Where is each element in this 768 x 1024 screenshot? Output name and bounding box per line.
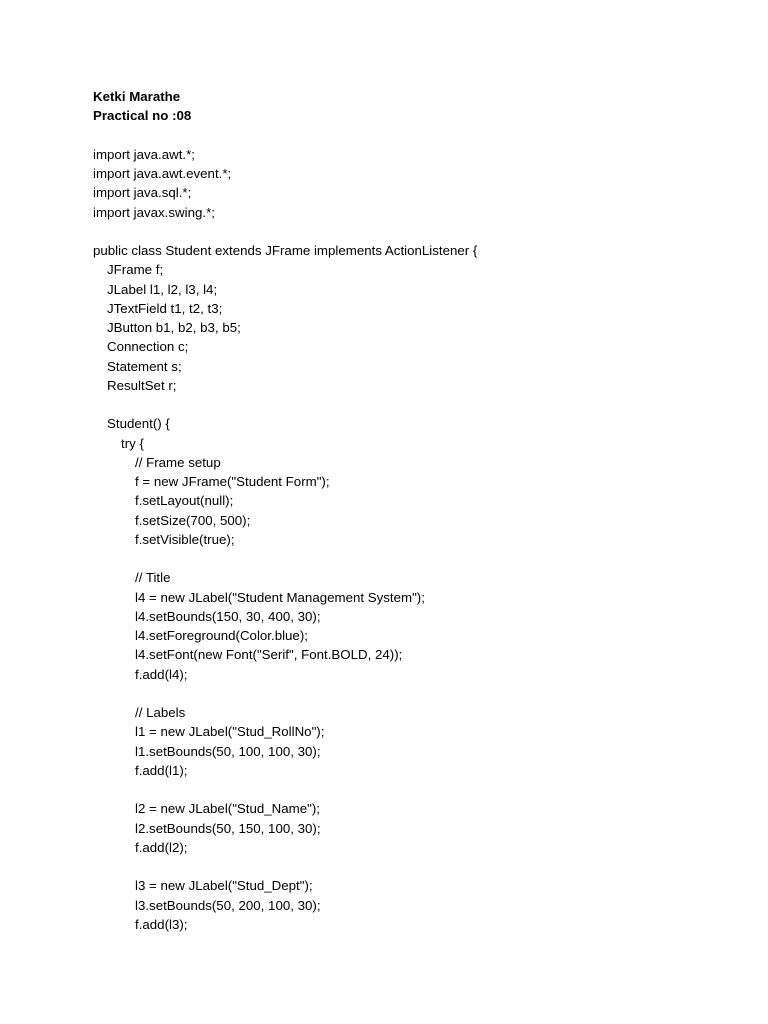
code-line: JButton b1, b2, b3, b5; — [107, 320, 241, 335]
code-line: Connection c; — [107, 339, 189, 355]
code-line: // Labels — [135, 705, 186, 720]
spacer — [93, 780, 733, 799]
code-line: import java.awt.event.*; — [93, 166, 232, 181]
code-line: Statement s; — [107, 358, 182, 374]
code-line: l4.setFont(new Font("Serif", Font.BOLD, 24)); — [135, 647, 403, 663]
code-line: Student() { — [107, 416, 170, 432]
code-line: import java.awt.*; — [93, 146, 195, 162]
code-line: l1.setBounds(50, 100, 100, 30); — [135, 743, 321, 759]
code-line: JTextField t1, t2, t3; — [107, 300, 223, 316]
spacer — [93, 222, 733, 241]
code-line: f.add(l4); — [135, 666, 188, 682]
code-line: f = new JFrame("Student Form"); — [135, 474, 330, 489]
code-line: // Title — [135, 570, 171, 586]
code-line: l4.setBounds(150, 30, 400, 30); — [135, 608, 321, 624]
code-line: f.setVisible(true); — [135, 531, 235, 547]
code-line: l2 = new JLabel("Stud_Name"); — [135, 801, 320, 817]
code-line: import java.sql.*; — [93, 185, 192, 201]
code-line: f.setSize(700, 500); — [135, 512, 251, 528]
document-page — [93, 87, 733, 934]
code-line: f.add(l2); — [135, 839, 188, 855]
code-line: JFrame f; — [107, 262, 164, 278]
code-line: l3.setBounds(50, 200, 100, 30); — [135, 897, 321, 913]
code-line: l1 = new JLabel("Stud_RollNo"); — [135, 724, 325, 740]
code-line: JLabel l1, l2, l3, l4; — [107, 281, 218, 297]
code-line: try { — [121, 435, 144, 451]
code-line: import javax.swing.*; — [93, 204, 215, 220]
code-line: f.setLayout(null); — [135, 493, 234, 509]
code-line: // Frame setup — [135, 454, 221, 470]
code-line: l3 = new JLabel("Stud_Dept"); — [135, 878, 313, 894]
spacer — [93, 857, 733, 876]
spacer — [93, 395, 733, 414]
code-line: f.add(l3); — [135, 916, 188, 932]
code-line: l4 = new JLabel("Student Management System"); — [135, 589, 425, 605]
code-line: public class Student extends JFrame implements ActionListener { — [93, 243, 478, 258]
spacer — [93, 126, 733, 145]
code-line: l2.setBounds(50, 150, 100, 30); — [135, 820, 321, 836]
code-line: l4.setForeground(Color.blue); — [135, 628, 308, 643]
code-line: ResultSet r; — [107, 377, 177, 393]
practical-number: Practical no :08 — [93, 108, 192, 124]
spacer — [93, 684, 733, 703]
code-line: f.add(l1); — [135, 762, 188, 778]
spacer — [93, 549, 733, 568]
author-name: Ketki Marathe — [93, 89, 181, 104]
